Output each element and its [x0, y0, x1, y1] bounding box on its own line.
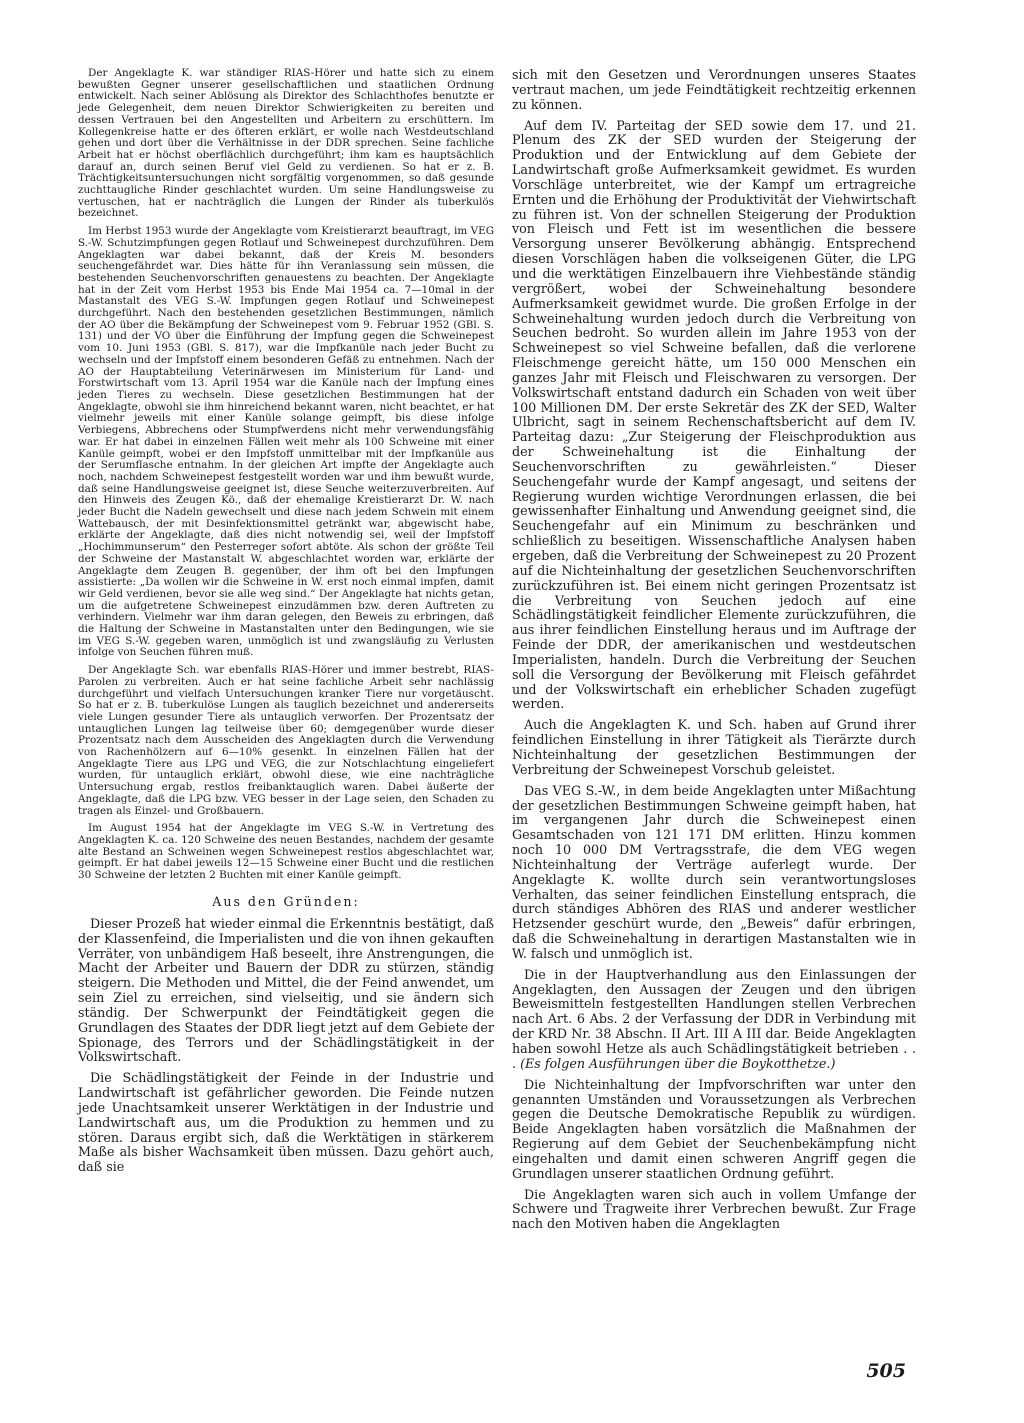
continued-paragraph: sich mit den Gesetzen und Verordnungen unseres Staates vertraut machen, um jede Feindtätigkeit rechtzeitig erkennen zu können. — [512, 67, 916, 112]
reasons-section — [78, 917, 494, 1175]
reasons-paragraph-with-note — [512, 968, 916, 1072]
facts-paragraph: Der Angeklagte Sch. war ebenfalls RIAS-Hörer und immer bestrebt, RIAS-Parolen zu verbreiten. Auch er hat seine fachliche Arbeit sehr nachlässig durchgeführt und vielfach Untersuchungen kranker Tiere nur vorgetäuscht. So hat er z. B. tuberkulöse Lungen als tauglich bezeichnet und andererseits viele Lungen gesunder Tiere als untauglich verworfen. Der Prozentsatz der untauglichen Lungen lag teilweise über 60; demgegenüber wurde dieser Prozentsatz nach dem Ausscheiden des Angeklagten durch die Verwendung von Rachenhölzern auf 6—10% gesenkt. In einzelnen Fällen hat der Angeklagte Tiere aus LPG und VEG, die zur Notschlachtung eingeliefert wurden, für untauglich erklärt, obwohl diese, wie eine nachträgliche Untersuchung ergab, restlos freibanktauglich waren. Dabei äußerte der Angeklagte, daß die LPG bzw. VEG besser in der Lage seien, den Schaden zu tragen als Einzel- und Großbauern. — [78, 664, 494, 817]
reasons-paragraph: Die Angeklagten waren sich auch in vollem Umfange der Schwere und Tragweite ihrer Verbrechen bewußt. Zur Frage nach den Motiven haben die Angeklagten — [512, 1186, 916, 1232]
page-number: 505 — [866, 1360, 906, 1382]
reasons-paragraph: Die Nichteinhaltung der Impfvorschriften war unter den genannten Umständen und Voraussetzungen als Verbrechen gegen die Deutsche Demokratische Republik zu würdigen. Beide Angeklagten haben vorsätzlich die Maßnahmen der Regierung auf dem Gebiet der Seuchenbekämpfung nicht eingehalten und damit einen schweren Angriff gegen die Grundlagen unserer staatlichen Ordnung geführt. — [512, 1076, 916, 1181]
editorial-note: (Es folgen Ausführungen über die Boykotthetze.) — [520, 1055, 836, 1071]
case-facts-section — [78, 68, 494, 882]
facts-paragraph: Im August 1954 hat der Angeklagte im VEG S.-W. in Vertretung des Angeklagten K. ca. 120 Schweine des neuen Bestandes, nachdem der gesamte alte Bestand an Schweinen wegen Schweinepest restlos abgeschlachtet war, geimpft. Er hat dabei jeweils 12—15 Schweine einer Bucht und die restlichen 30 Schweine der letzten 2 Buchten mit einer Kanüle geimpft. — [78, 822, 494, 882]
right-column — [512, 68, 916, 1238]
reasons-paragraph: Auf dem IV. Parteitag der SED sowie dem 17. und 21. Plenum des ZK der SED wurden der Steigerung der Produktion und der Entwicklung auf dem Gebiete der Landwirtschaft große Aufmerksamkeit gewidmet. Es wurden Vorschläge unterbreitet, wie der Kampf um ertragreiche Ernten und die Erhöhung der Produktivität der Viehwirtschaft zu führen ist. Von der schnellen Steigerung der Produktion von Fleisch und Fett ist im wesentlichen die bessere Versorgung unserer Bevölkerung abhängig. Entsprechend diesen Vorschlägen haben die volkseigenen Güter, die LPG und die werktätigen Einzelbauern ihre Viehbestände ständig vergrößert, wobei der Schweinehaltung besondere Aufmerksamkeit gewidmet wurde. Die großen Erfolge in der Schweinehaltung wurden jedoch durch die Verbreitung von Seuchen bedroht. So wurden allein im Jahre 1953 von der Schweinepest so viel Schweine befallen, daß die verlorene Fleischmenge gereicht hätte, um 150 000 Menschen ein ganzes Jahr mit Fleisch und Fleischwaren zu versorgen. Der Volkswirtschaft entstand dadurch ein Schaden von weit über 100 Millionen DM. Der erste Sekretär des ZK der SED, Walter Ulbricht, sagt in seinem Rechenschaftsbericht auf dem IV. Parteitag dazu: „Zur Steigerung der Fleischproduktion aus der Schweinehaltung ist die Einhaltung der Seuchenvorschriften zu gewährleisten.“ Dieser Seuchengefahr wurde der Kampf angesagt, und seitens der Regierung wurden wichtige Verordnungen erlassen, die bei gewissenhafter Einhaltung und Anwendung geeignet sind, die Seuchengefahr auf ein Minimum zu beschränken und schließlich zu beseitigen. Wissenschaftliche Analysen haben ergeben, daß die Verbreitung der Schweinepest zu 20 Prozent auf die Nichteinhaltung der gesetzlichen Seuchenvorschriften zurückzuführen ist. Bei einem nicht geringen Prozentsatz ist die Verbreitung von Seuchen jedoch auf eine Schädlingstätigkeit feindlicher Elemente zurückzuführen, die aus ihrer feindlichen Einstellung heraus und im Auftrage der Feinde der DDR, der amerikanischen und westdeutschen Imperialisten, handeln. Durch die Verbreitung der Seuchen soll die Versorgung der Bevölkerung mit Fleisch gefährdet und der Volkswirtschaft ein erheblicher Schaden zugefügt werden. — [512, 117, 916, 712]
reasons-text: Die in der Hauptverhandlung aus den Einlassungen der Angeklagten, den Aussagen der Zeugen und den übrigen Beweismitteln festgestellten Handlungen stellen Verbrechen nach Art. 6 Abs. 2 der Verfassung der DDR in Verbindung mit der KRD Nr. 38 Abschn. II Art. III A III dar. Beide Angeklagten haben sowohl Hetze als auch Schädlingstätigkeit betrieben . . . — [512, 966, 916, 1071]
reasons-paragraph: Auch die Angeklagten K. und Sch. haben auf Grund ihrer feindlichen Einstellung in ihrer Tätigkeit als Tierärzte durch Nichteinhaltung der gesetzlichen Bestimmungen der Verbreitung der Schweinepest Vorschub geleistet. — [512, 717, 916, 777]
left-column — [78, 68, 494, 1181]
reasons-paragraph: Das VEG S.-W., in dem beide Angeklagten unter Mißachtung der gesetzlichen Bestimmungen Schweine geimpft haben, hat im vergangenen Jahr durch die Schweinepest einen Gesamtschaden von 121 171 DM erlitten. Hinzu kommen noch 10 000 DM Vertragsstrafe, die dem VEG wegen Nichteinhaltung der Verträge auferlegt wurde. Der Angeklagte K. wollte durch sein verantwortungsloses Verhalten, das seiner feindlichen Einstellung entsprach, die durch ständiges Abhören des RIAS und anderer westlicher Hetzsender geschürt wurde, den „Beweis“ dafür erbringen, daß die Schweinehaltung in derartigen Mastanstalten wie in W. falsch und unmöglich ist. — [512, 782, 916, 961]
section-heading: Aus den Gründen: — [212, 893, 360, 909]
reasons-paragraph: Die Schädlingstätigkeit der Feinde in der Industrie und Landwirtschaft ist gefährlicher geworden. Die Feinde nutzen jede Unachtsamkeit unserer Werktätigen in der Industrie und Landwirtschaft aus, um die Produktion zu hemmen und zu stören. Daraus ergibt sich, daß die Werktätigen in stärkerem Maße als bisher Wachsamkeit üben müssen. Dazu gehört auch, daß sie — [78, 1070, 494, 1175]
facts-paragraph: Der Angeklagte K. war ständiger RIAS-Hörer und hatte sich zu einem bewußten Gegner unserer gesellschaftlichen und staatlichen Ordnung entwickelt. Nach seiner Ablösung als Direktor des Schlachthofes benutzte er jede Gelegenheit, dem neuen Direktor Schwierigkeiten zu bereiten und dessen Vertrauen bei den Angestellten und Arbeitern zu erschüttern. Im Kollegenkreise hatte er des öfteren erklärt, er wolle nach Westdeutschland gehen und dort über die Verhältnisse in der DDR sprechen. Seine fachliche Arbeit hat er höchst oberflächlich durchgeführt; ihm kam es hauptsächlich darauf an, durch seinen Beruf viel Geld zu verdienen. So hat er z. B. Trächtigkeitsuntersuchungen nicht sorgfältig vorgenommen, so daß gesunde zuchttaugliche Rinder geschlachtet wurden. Um seine Handlungsweise zu vertuschen, hat er nachträglich die Lungen der Rinder als tuberkulös bezeichnet. — [78, 67, 494, 220]
reasons-paragraph: Dieser Prozeß hat wieder einmal die Erkenntnis bestätigt, daß der Klassenfeind, die Imperialisten und die von ihnen gekauften Verräter, von unbändigem Haß beseelt, ihre Anstrengungen, die Macht der Arbeiter und Bauern der DDR zu stürzen, ständig steigern. Die Methoden und Mittel, die der Feind anwendet, um sein Ziel zu erreichen, sind vielseitig, und sie ändern sich ständig. Der Schwerpunkt der Feindtätigkeit gegen die Grundlagen des Staates der DDR liegt jetzt auf dem Gebiete der Spionage, des Terrors und der Schädlingstätigkeit in der Volkswirtschaft. — [78, 915, 494, 1065]
facts-paragraph: Im Herbst 1953 wurde der Angeklagte vom Kreistierarzt beauftragt, im VEG S.-W. Schutzimpfungen gegen Rotlauf und Schweinepest durchzuführen. Dem Angeklagten war dabei bekannt, daß der Kreis M. besonders seuchengefährdet war. Dies hätte für ihn Veranlassung sein müssen, die bestehenden Seuchenvorschriften genauestens zu beachten. Der Angeklagte hat in der Zeit vom Herbst 1953 bis Ende Mai 1954 ca. 7—10mal in der Mastanstalt des VEG S.-W. Impfungen gegen Rotlauf und Schweinepest durchgeführt. Nach den bestehenden gesetzlichen Bestimmungen, nämlich der AO über die Bekämpfung der Schweinepest vom 9. Februar 1952 (GBl. S. 131) und der VO über die Einführung der Impfung gegen die Schweinepest vom 10. Juni 1953 (GBl. S. 817), war die Impfkanüle nach jeder Bucht zu wechseln und der Impfstoff einem besonderen Gefäß zu entnehmen. Nach der AO der Hauptabteilung Veterinärwesen im Ministerium für Land- und Forstwirtschaft vom 13. April 1954 war die Kanüle nach der Impfung eines jeden Tieres zu wechseln. Diese gesetzlichen Bestimmungen hat der Angeklagte, obwohl sie ihm hinreichend bekannt waren, nicht beachtet, er hat vielmehr jeweils mit einer Kanüle solange geimpft, bis diese infolge Verbiegens, Abbrechens oder Stumpfwerdens nicht mehr verwendungsfähig war. Er hat dabei in einzelnen Fällen weit mehr als 100 Schweine mit einer Kanüle geimpft, wobei er den Impfstoff unmittelbar mit der Impfkanüle aus der Serumflasche entnahm. In der gleichen Art impfte der Angeklagte auch noch, nachdem Schweinepest festgestellt worden war und ihm bewußt wurde, daß seine Handlungsweise geeignet ist, diese Seuche weiterzuverbreiten. Auf den Hinweis des Zeugen Kö., daß der ehemalige Kreistierarzt Dr. W. nach jeder Bucht die Nadeln gewechselt und diese nach jedem Schwein mit einem Wattebausch, der mit Desinfektionsmittel getränkt war, abgewischt habe, erklärte der Angeklagte, daß dies nicht notwendig sei, weil der Impfstoff „Hochimmunserum“ den Pesterreger sofort abtöte. Als schon der größte Teil der Schweine der Mastanstalt W. abgeschlachtet worden war, erklärte der Angeklagte dem Zeugen B. gegenüber, der ihm oft bei den Impfungen assistierte: „Da wollen wir die Schweine in W. erst noch einmal impfen, damit wir Geld verdienen, bevor sie alle weg sind.“ Der Angeklagte hat nichts getan, um die aufgetretene Schweinepest einzudämmen bzw. deren Auftreten zu verhindern. Vielmehr war ihm daran gelegen, den Beweis zu erbringen, daß die Haltung der Schweine in Mastanstalten unter den Bedingungen, wie sie im VEG S.-W. gegeben waren, unmöglich ist und zwangsläufig zu Verlusten infolge von Seuchen führen muß. — [78, 225, 494, 659]
